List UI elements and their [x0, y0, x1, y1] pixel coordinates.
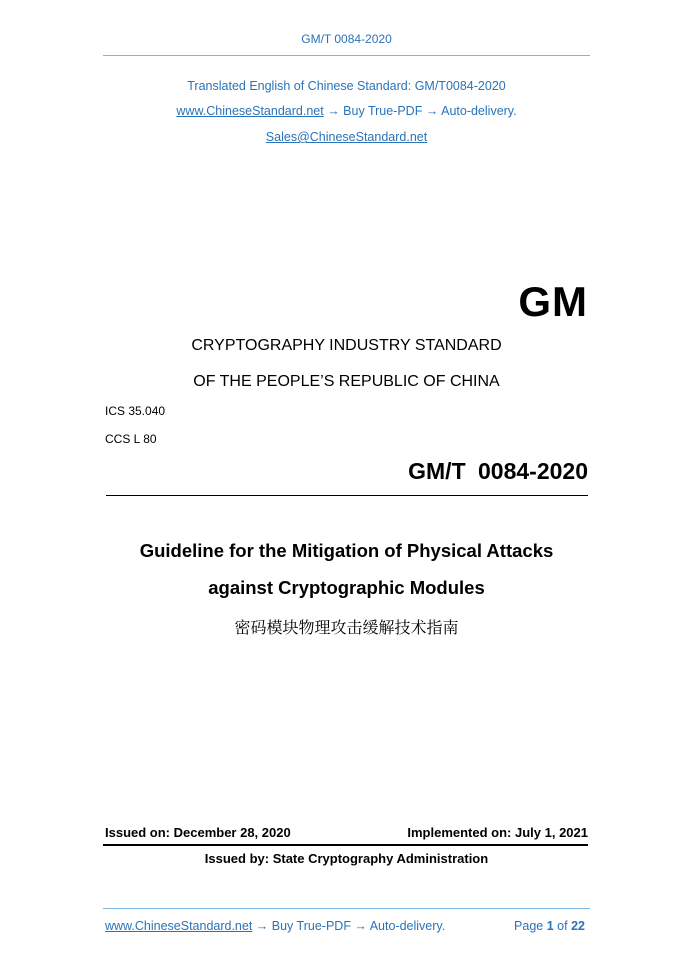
ics-code: ICS 35.040 — [105, 404, 166, 418]
document-title-line-2: against Cryptographic Modules — [208, 577, 485, 598]
industry-line-1: CRYPTOGRAPHY INDUSTRY STANDARD — [191, 337, 502, 354]
implemented-on-date: Implemented on: July 1, 2021 — [407, 825, 588, 840]
translated-notice: Translated English of Chinese Standard: GM/T0084-2020 — [187, 79, 506, 93]
footer-buy-text: → Buy True-PDF → Auto-delivery. — [255, 919, 446, 933]
page-label: Page — [514, 919, 544, 933]
document-title-chinese: 密码模块物理攻击缓解技术指南 — [234, 618, 459, 637]
page-of: of — [557, 919, 568, 933]
page-current: 1 — [546, 919, 554, 933]
header-divider — [103, 55, 590, 56]
issued-on-date: Issued on: December 28, 2020 — [105, 825, 291, 840]
gm-logo: GM — [518, 278, 588, 325]
standard-number-divider — [106, 495, 588, 496]
site-link[interactable]: www.ChineseStandard.net — [176, 104, 324, 118]
ccs-code: CCS L 80 — [105, 432, 157, 446]
issued-by: Issued by: State Cryptography Administration — [204, 851, 489, 866]
running-header-standard-code: GM/T 0084-2020 — [301, 32, 392, 46]
document-title-line-1: Guideline for the Mitigation of Physical Attacks — [139, 540, 554, 561]
issued-divider — [103, 844, 588, 846]
footer-divider — [103, 908, 590, 909]
footer-promo — [105, 919, 445, 933]
footer-site-link[interactable]: www.ChineseStandard.net — [105, 919, 253, 933]
page-total: 22 — [571, 919, 585, 933]
sales-email-link[interactable]: Sales@ChineseStandard.net — [265, 130, 428, 144]
industry-line-2: OF THE PEOPLE’S REPUBLIC OF CHINA — [193, 373, 500, 390]
promo-buy-line — [0, 104, 693, 118]
sales-line — [0, 130, 693, 144]
promo-buy-text: → Buy True-PDF → Auto-delivery. — [327, 104, 517, 118]
page-indicator — [470, 919, 585, 933]
standard-number: GM/T 0084-2020 — [408, 458, 588, 484]
